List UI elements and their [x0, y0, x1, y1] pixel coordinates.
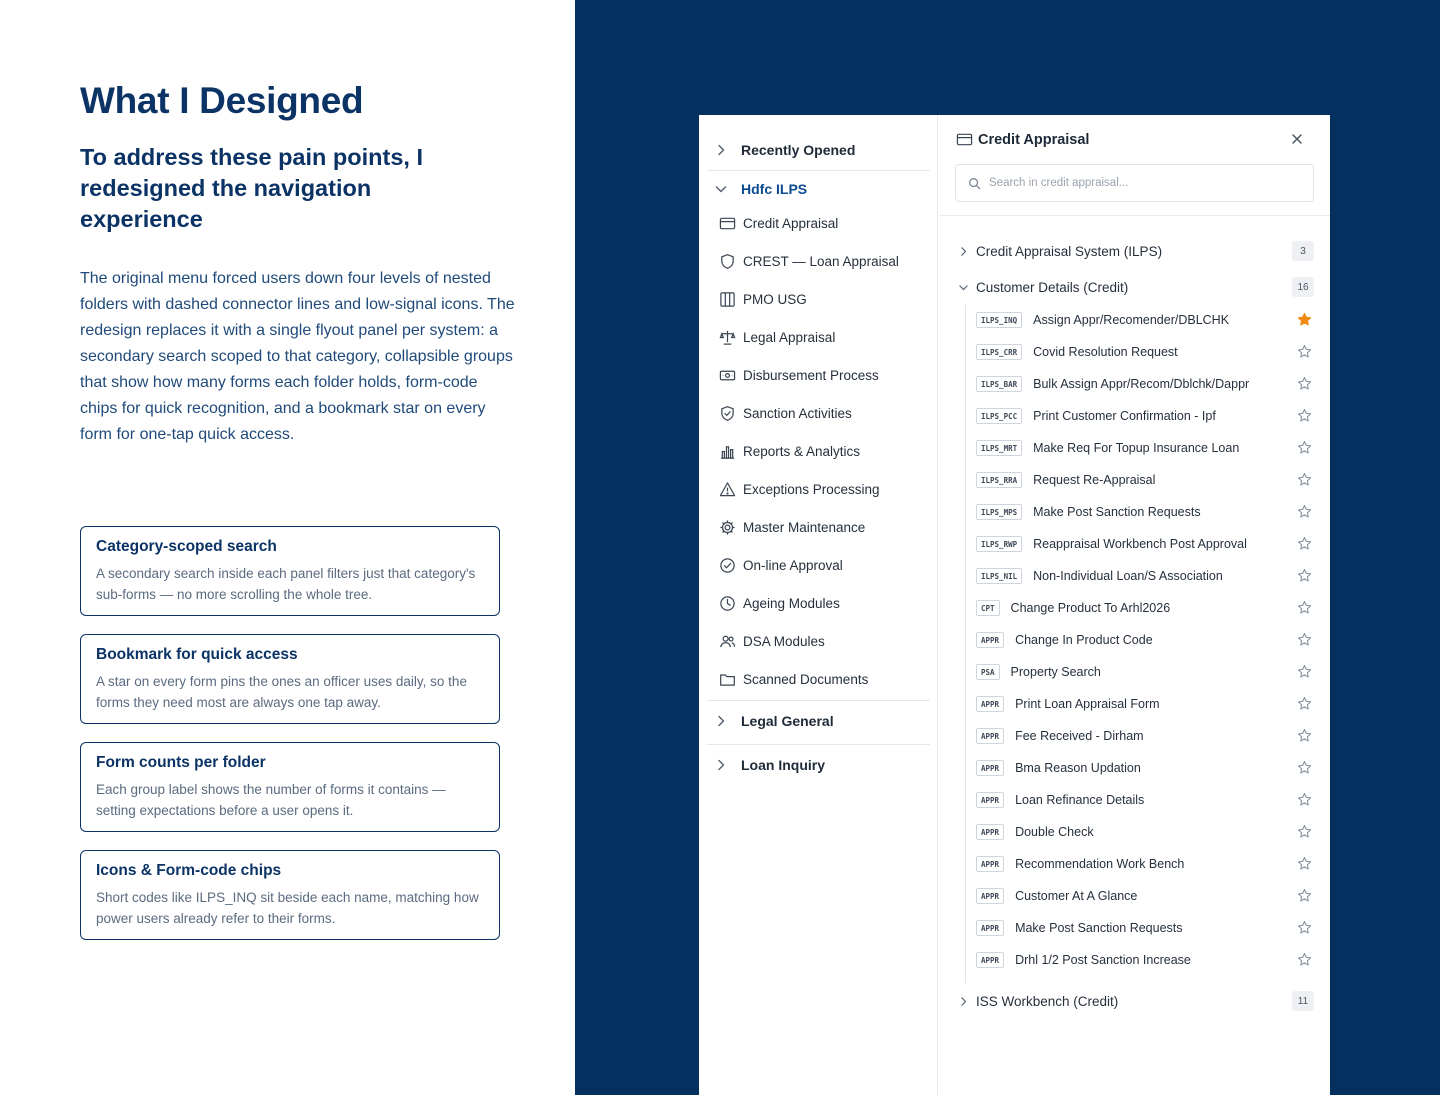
star-icon[interactable] [1297, 504, 1312, 519]
form-name: Covid Resolution Request [1033, 345, 1178, 359]
left-column [0, 0, 575, 1095]
form-code-chip: APPR [976, 920, 1004, 936]
form-name: Reappraisal Workbench Post Approval [1033, 537, 1247, 551]
nav-item-pmo-usg[interactable] [719, 291, 807, 308]
feature-card-counts [80, 742, 500, 832]
form-name: Print Loan Appraisal Form [1015, 697, 1160, 711]
form-name: Request Re-Appraisal [1033, 473, 1156, 487]
star-icon[interactable] [1297, 728, 1312, 743]
gavel-icon [719, 329, 736, 346]
page-title: What I Designed [80, 80, 364, 121]
star-icon[interactable] [1297, 664, 1312, 679]
divider [707, 700, 930, 701]
form-code-chip: APPR [976, 824, 1004, 840]
form-code-chip: PSA [976, 664, 1000, 680]
form-row[interactable] [976, 309, 1314, 331]
form-code-chip: ILPS_INQ [976, 312, 1022, 328]
nav-item-label: Reports & Analytics [743, 444, 861, 459]
form-name: Make Post Sanction Requests [1033, 505, 1201, 519]
form-code-chip: ILPS_PCC [976, 408, 1022, 424]
form-name: Print Customer Confirmation - Ipf [1033, 409, 1216, 423]
star-icon[interactable] [1297, 696, 1312, 711]
chevron-right-icon [713, 142, 729, 158]
form-name: Non-Individual Loan/S Association [1033, 569, 1223, 583]
form-code-chip: APPR [976, 632, 1004, 648]
nav-section-label: Hdfc ILPS [741, 181, 808, 197]
form-row[interactable] [976, 597, 1314, 619]
warning-icon [719, 481, 736, 498]
bar-chart-icon [719, 443, 736, 460]
chevron-right-icon [957, 995, 970, 1008]
nav-item-label: Scanned Documents [743, 672, 869, 687]
nav-item-label: Disbursement Process [743, 368, 879, 383]
star-icon[interactable] [1297, 376, 1312, 391]
form-row[interactable] [976, 789, 1314, 811]
star-icon[interactable] [1297, 824, 1312, 839]
chevron-down-icon [713, 181, 729, 197]
form-code-chip: ILPS_NIL [976, 568, 1022, 584]
feature-card-desc: A secondary search inside each panel filters just that category's sub-forms — no more scrolling the whole tree. [96, 566, 476, 602]
nav-item-label: PMO USG [743, 292, 807, 307]
form-row[interactable] [976, 853, 1314, 875]
form-row[interactable] [976, 725, 1314, 747]
form-name: Assign Appr/Recomender/DBLCHK [1033, 313, 1230, 327]
feature-cards [80, 526, 500, 958]
form-code-chip: APPR [976, 696, 1004, 712]
nav-section-recently-opened[interactable] [707, 140, 930, 160]
clock-icon [719, 595, 736, 612]
form-name: Recommendation Work Bench [1015, 857, 1185, 871]
search-icon [968, 177, 981, 190]
form-row[interactable] [976, 885, 1314, 907]
feature-card-chips [80, 850, 500, 940]
search-input[interactable] [989, 177, 1289, 189]
credit-card-icon [719, 215, 736, 232]
chevron-down-icon [957, 281, 970, 294]
form-row[interactable] [976, 405, 1314, 427]
close-icon[interactable] [1289, 131, 1305, 147]
star-icon[interactable] [1297, 856, 1312, 871]
group-count-badge: 3 [1292, 241, 1314, 261]
form-code-chip: APPR [976, 760, 1004, 776]
chevron-right-icon [957, 245, 970, 258]
nav-section-loan-inquiry[interactable] [707, 755, 930, 775]
gear-icon [719, 519, 736, 536]
nav-item-crest-loan-appraisal[interactable] [719, 253, 899, 270]
nav-item-label: Credit Appraisal [743, 216, 839, 231]
form-code-chip: APPR [976, 952, 1004, 968]
flyout-header [939, 115, 1330, 216]
star-icon[interactable] [1297, 920, 1312, 935]
star-icon[interactable] [1297, 792, 1312, 807]
nav-item-label: Ageing Modules [743, 596, 840, 611]
form-row[interactable] [976, 821, 1314, 843]
form-name: Loan Refinance Details [1015, 793, 1145, 807]
form-row[interactable] [976, 341, 1314, 363]
star-icon[interactable] [1297, 888, 1312, 903]
form-name: Property Search [1010, 665, 1101, 679]
form-code-chip: ILPS_RRA [976, 472, 1022, 488]
form-name: Change Product To Arhl2026 [1010, 601, 1171, 615]
nav-item-reports-analytics[interactable] [719, 443, 860, 460]
feature-card-desc: Each group label shows the number of forms it contains — setting expectations before a user opens it. [96, 782, 446, 818]
form-code-chip: ILPS_BAR [976, 376, 1022, 392]
form-row[interactable] [976, 757, 1314, 779]
star-icon[interactable] [1297, 952, 1312, 967]
flyout-search [955, 164, 1314, 202]
form-row[interactable] [976, 693, 1314, 715]
form-row[interactable] [976, 373, 1314, 395]
showcase-background [575, 0, 1440, 1095]
feature-card-title: Icons & Form-code chips [96, 862, 282, 879]
feature-card-title: Bookmark for quick access [96, 646, 298, 663]
form-code-chip: ILPS_MPS [976, 504, 1022, 520]
form-code-chip: ILPS_CRR [976, 344, 1022, 360]
nav-section-legal-general[interactable] [707, 711, 930, 731]
feature-card-desc: A star on every form pins the ones an officer uses daily, so the forms they need most are always one tap away. [96, 674, 467, 710]
navigation-panel [699, 115, 1330, 1095]
nav-item-legal-appraisal[interactable] [719, 329, 835, 346]
nav-item-online-approval[interactable] [719, 557, 843, 574]
form-code-chip: APPR [976, 792, 1004, 808]
chevron-right-icon [713, 757, 729, 773]
nav-item-credit-appraisal[interactable] [719, 215, 838, 232]
nav-item-label: Exceptions Processing [743, 482, 880, 497]
nav-item-label: Legal Appraisal [743, 330, 836, 345]
star-icon[interactable] [1297, 472, 1312, 487]
group-count-badge: 11 [1292, 991, 1314, 1011]
group-indent-line [965, 305, 966, 983]
primary-nav [699, 115, 938, 1095]
nav-section-hdfc-ilps[interactable] [707, 179, 930, 199]
divider [707, 744, 930, 745]
feature-card-search [80, 526, 500, 616]
form-code-chip: APPR [976, 728, 1004, 744]
form-code-chip: ILPS_MRT [976, 440, 1022, 456]
feature-card-title: Category-scoped search [96, 538, 277, 555]
banknote-icon [719, 367, 736, 384]
star-icon[interactable] [1297, 536, 1312, 551]
star-icon[interactable] [1297, 600, 1312, 615]
group-customer-details[interactable] [957, 276, 1314, 298]
nav-item-label: Sanction Activities [743, 406, 852, 421]
form-name: Customer At A Glance [1015, 889, 1138, 903]
credit-card-icon [956, 131, 973, 148]
feature-card-desc: Short codes like ILPS_INQ sit beside each name, matching how power users already refer to their forms. [96, 890, 479, 926]
form-row[interactable] [976, 469, 1314, 491]
form-name: Bma Reason Updation [1015, 761, 1141, 775]
star-icon[interactable] [1297, 760, 1312, 775]
nav-item-label: CREST — Loan Appraisal [743, 254, 899, 269]
form-row[interactable] [976, 949, 1314, 971]
form-name: Change In Product Code [1015, 633, 1153, 647]
form-name: Fee Received - Dirham [1015, 729, 1144, 743]
form-row[interactable] [976, 533, 1314, 555]
group-label: Credit Appraisal System (ILPS) [976, 243, 1163, 259]
nav-section-label: Legal General [741, 713, 834, 729]
star-icon[interactable] [1297, 632, 1312, 647]
form-code-chip: ILPS_RWP [976, 536, 1022, 552]
form-name: Drhl 1/2 Post Sanction Increase [1015, 953, 1191, 967]
nav-item-sanction-activities[interactable] [719, 405, 852, 422]
nav-section-label: Loan Inquiry [741, 757, 825, 773]
nav-item-label: On-line Approval [743, 558, 843, 573]
intro-paragraph: The original menu forced users down four levels of nested folders with dashed connector lines and low-signal icons. The redesign replaces it with a single flyout panel per system: a secondary search scoped to that category, collapsible groups that show how many forms each folder holds, form-code chips for quick recognition, and a bookmark star on every form for one-tap quick access. [80, 270, 515, 443]
nav-item-master-maintenance[interactable] [719, 519, 865, 536]
columns-icon [719, 291, 736, 308]
group-label: Customer Details (Credit) [976, 279, 1129, 295]
form-name: Make Req For Topup Insurance Loan [1033, 441, 1240, 455]
chevron-right-icon [713, 713, 729, 729]
group-credit-appraisal-system[interactable] [957, 240, 1314, 262]
form-row[interactable] [976, 501, 1314, 523]
users-icon [719, 633, 736, 650]
nav-section-label: Recently Opened [741, 142, 856, 158]
flyout-title-label: Credit Appraisal [978, 131, 1090, 148]
form-code-chip: CPT [976, 600, 1000, 616]
form-name: Double Check [1015, 825, 1094, 839]
star-icon[interactable] [1297, 440, 1312, 455]
form-row[interactable] [976, 661, 1314, 683]
nav-item-label: Master Maintenance [743, 520, 866, 535]
form-row[interactable] [976, 565, 1314, 587]
group-label: ISS Workbench (Credit) [976, 993, 1119, 1009]
check-circle-icon [719, 557, 736, 574]
form-row[interactable] [976, 437, 1314, 459]
star-icon[interactable] [1297, 568, 1312, 583]
divider [707, 170, 930, 171]
nav-item-dsa-modules[interactable] [719, 633, 825, 650]
shield-check-icon [719, 405, 736, 422]
form-row[interactable] [976, 629, 1314, 651]
page-subtitle: To address these pain points, I redesigned the navigation experience [80, 144, 423, 232]
shield-icon [719, 253, 736, 270]
flyout-panel [939, 115, 1330, 1095]
star-icon[interactable] [1297, 344, 1312, 359]
form-code-chip: APPR [976, 888, 1004, 904]
form-name: Make Post Sanction Requests [1015, 921, 1183, 935]
form-code-chip: APPR [976, 856, 1004, 872]
form-row[interactable] [976, 917, 1314, 939]
flyout-title [956, 131, 1089, 148]
group-count-badge: 16 [1292, 277, 1314, 297]
nav-item-scanned-documents[interactable] [719, 671, 868, 688]
feature-card-bookmark [80, 634, 500, 724]
nav-item-ageing-modules[interactable] [719, 595, 840, 612]
folder-icon [719, 671, 736, 688]
star-filled-icon[interactable] [1297, 312, 1312, 327]
form-name: Bulk Assign Appr/Recom/Dblchk/Dappr [1033, 377, 1250, 391]
nav-item-exceptions-processing[interactable] [719, 481, 880, 498]
feature-card-title: Form counts per folder [96, 754, 266, 771]
star-icon[interactable] [1297, 408, 1312, 423]
nav-item-disbursement-process[interactable] [719, 367, 879, 384]
nav-item-label: DSA Modules [743, 634, 825, 649]
group-iss-workbench[interactable] [957, 990, 1314, 1012]
